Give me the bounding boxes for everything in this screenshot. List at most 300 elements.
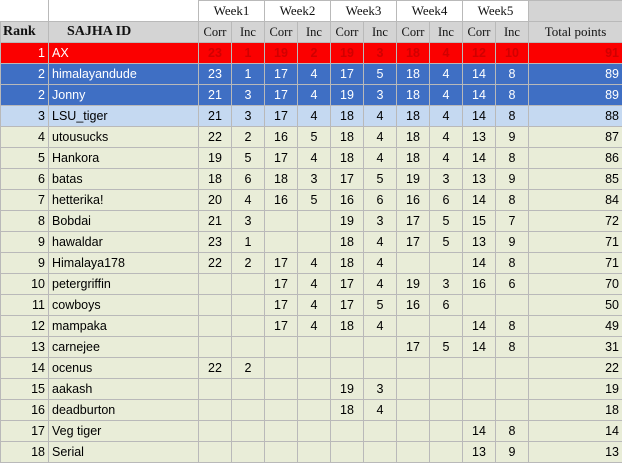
cell-total-points: 13	[529, 442, 622, 463]
cell-week1-corr: 23	[199, 232, 232, 253]
cell-week2-inc: 4	[298, 316, 331, 337]
cell-week2-corr	[265, 442, 298, 463]
cell-week5-inc	[496, 358, 529, 379]
cell-week3-corr: 16	[331, 190, 364, 211]
week-header-1: Week1	[199, 1, 265, 22]
cell-week5-corr: 14	[463, 85, 496, 106]
cell-week1-inc	[232, 421, 265, 442]
cell-week2-corr: 16	[265, 127, 298, 148]
cell-total-points: 22	[529, 358, 622, 379]
cell-sajha-id: batas	[49, 169, 199, 190]
cell-week5-inc: 8	[496, 85, 529, 106]
cell-week2-inc	[298, 442, 331, 463]
cell-rank: 15	[1, 379, 49, 400]
cell-week3-inc: 4	[364, 400, 397, 421]
header-w2-inc: Inc	[298, 22, 331, 43]
cell-sajha-id: Himalaya178	[49, 253, 199, 274]
cell-week5-inc: 8	[496, 337, 529, 358]
cell-week2-inc	[298, 400, 331, 421]
cell-week1-corr	[199, 337, 232, 358]
cell-week1-corr	[199, 400, 232, 421]
cell-sajha-id: utousucks	[49, 127, 199, 148]
cell-week5-corr	[463, 400, 496, 421]
cell-rank: 13	[1, 337, 49, 358]
cell-week1-inc: 1	[232, 232, 265, 253]
cell-week3-inc: 4	[364, 127, 397, 148]
cell-week5-inc: 9	[496, 127, 529, 148]
table-row	[1, 337, 622, 358]
cell-total-points: 49	[529, 316, 622, 337]
cell-week3-corr: 19	[331, 211, 364, 232]
cell-total-points: 50	[529, 295, 622, 316]
cell-week1-corr	[199, 295, 232, 316]
cell-week2-corr	[265, 421, 298, 442]
cell-week5-inc: 8	[496, 148, 529, 169]
cell-week1-corr: 21	[199, 106, 232, 127]
week-header-spacer-total	[529, 1, 622, 22]
cell-week4-inc	[430, 400, 463, 421]
cell-week5-inc: 8	[496, 253, 529, 274]
cell-week4-corr: 18	[397, 85, 430, 106]
cell-week2-inc: 4	[298, 85, 331, 106]
header-sajha-id: SAJHA ID	[49, 22, 199, 43]
cell-week2-corr: 17	[265, 64, 298, 85]
cell-week2-corr	[265, 337, 298, 358]
cell-week5-inc: 10	[496, 43, 529, 64]
table-row	[1, 127, 622, 148]
cell-week3-corr: 19	[331, 85, 364, 106]
cell-week1-corr	[199, 442, 232, 463]
cell-week1-inc: 6	[232, 169, 265, 190]
week-group-header-row	[1, 1, 622, 22]
cell-week2-corr	[265, 379, 298, 400]
cell-week1-inc: 3	[232, 85, 265, 106]
cell-total-points: 84	[529, 190, 622, 211]
cell-total-points: 71	[529, 232, 622, 253]
cell-week2-corr: 16	[265, 190, 298, 211]
cell-week3-inc: 4	[364, 106, 397, 127]
cell-week1-corr	[199, 379, 232, 400]
cell-week1-inc: 2	[232, 253, 265, 274]
cell-week3-inc: 4	[364, 316, 397, 337]
cell-week1-corr: 21	[199, 211, 232, 232]
week-header-3: Week3	[331, 1, 397, 22]
cell-week3-inc: 4	[364, 274, 397, 295]
cell-week4-corr: 16	[397, 190, 430, 211]
cell-week5-inc	[496, 400, 529, 421]
week-header-5: Week5	[463, 1, 529, 22]
cell-week4-inc: 4	[430, 85, 463, 106]
cell-week5-corr: 15	[463, 211, 496, 232]
cell-week2-inc: 5	[298, 127, 331, 148]
cell-week5-inc: 8	[496, 64, 529, 85]
week-header-4: Week4	[397, 1, 463, 22]
table-row	[1, 43, 622, 64]
cell-total-points: 89	[529, 85, 622, 106]
cell-week3-inc: 6	[364, 190, 397, 211]
cell-total-points: 31	[529, 337, 622, 358]
header-rank: Rank	[1, 22, 49, 43]
cell-sajha-id: himalayandude	[49, 64, 199, 85]
cell-week3-inc: 4	[364, 232, 397, 253]
cell-week5-corr: 13	[463, 169, 496, 190]
cell-rank: 12	[1, 316, 49, 337]
cell-week2-corr: 17	[265, 148, 298, 169]
cell-sajha-id: ocenus	[49, 358, 199, 379]
cell-sajha-id: carnejee	[49, 337, 199, 358]
cell-week1-corr: 23	[199, 43, 232, 64]
cell-week4-corr: 18	[397, 127, 430, 148]
cell-sajha-id: Bobdai	[49, 211, 199, 232]
cell-week1-inc	[232, 274, 265, 295]
cell-week4-inc: 4	[430, 106, 463, 127]
header-w4-inc: Inc	[430, 22, 463, 43]
cell-week1-corr: 18	[199, 169, 232, 190]
cell-sajha-id: Veg tiger	[49, 421, 199, 442]
table-row	[1, 211, 622, 232]
cell-week3-inc: 5	[364, 64, 397, 85]
cell-week2-corr: 17	[265, 274, 298, 295]
cell-week1-corr: 20	[199, 190, 232, 211]
cell-week2-inc: 2	[298, 43, 331, 64]
cell-week1-corr: 22	[199, 253, 232, 274]
cell-total-points: 87	[529, 127, 622, 148]
cell-total-points: 71	[529, 253, 622, 274]
cell-week3-corr: 18	[331, 400, 364, 421]
cell-week1-inc	[232, 442, 265, 463]
cell-week2-inc	[298, 337, 331, 358]
cell-week4-inc	[430, 421, 463, 442]
cell-week4-inc	[430, 253, 463, 274]
header-w4-corr: Corr	[397, 22, 430, 43]
table-row	[1, 106, 622, 127]
table-row	[1, 316, 622, 337]
cell-week3-inc: 5	[364, 169, 397, 190]
cell-week2-corr	[265, 232, 298, 253]
cell-week5-corr: 14	[463, 421, 496, 442]
cell-week4-inc: 5	[430, 232, 463, 253]
cell-sajha-id: Jonny	[49, 85, 199, 106]
cell-week2-inc: 4	[298, 253, 331, 274]
table-row	[1, 169, 622, 190]
cell-week4-corr	[397, 421, 430, 442]
table-row	[1, 274, 622, 295]
cell-week4-corr	[397, 316, 430, 337]
cell-week1-corr: 22	[199, 127, 232, 148]
cell-week5-corr	[463, 295, 496, 316]
cell-week1-corr: 19	[199, 148, 232, 169]
cell-week3-corr: 17	[331, 169, 364, 190]
cell-week5-inc: 9	[496, 169, 529, 190]
cell-rank: 6	[1, 169, 49, 190]
cell-week3-inc	[364, 337, 397, 358]
cell-week1-inc	[232, 316, 265, 337]
cell-sajha-id: deadburton	[49, 400, 199, 421]
cell-week1-inc	[232, 379, 265, 400]
cell-week2-corr: 17	[265, 316, 298, 337]
cell-week3-inc: 4	[364, 148, 397, 169]
cell-week5-corr: 13	[463, 442, 496, 463]
cell-week2-inc: 5	[298, 190, 331, 211]
cell-total-points: 72	[529, 211, 622, 232]
cell-rank: 17	[1, 421, 49, 442]
cell-week2-inc: 4	[298, 64, 331, 85]
cell-week5-corr: 14	[463, 148, 496, 169]
cell-week3-inc: 3	[364, 211, 397, 232]
cell-week5-corr	[463, 358, 496, 379]
cell-week4-inc: 6	[430, 295, 463, 316]
cell-week4-inc: 3	[430, 274, 463, 295]
table-row	[1, 148, 622, 169]
cell-week2-inc: 3	[298, 169, 331, 190]
cell-week4-corr: 18	[397, 64, 430, 85]
cell-total-points: 86	[529, 148, 622, 169]
cell-sajha-id: mampaka	[49, 316, 199, 337]
table-row	[1, 295, 622, 316]
cell-week4-inc	[430, 442, 463, 463]
cell-week3-corr	[331, 421, 364, 442]
cell-week1-inc: 5	[232, 148, 265, 169]
table-row	[1, 400, 622, 421]
cell-sajha-id: LSU_tiger	[49, 106, 199, 127]
cell-rank: 9	[1, 232, 49, 253]
cell-week1-inc: 3	[232, 106, 265, 127]
cell-week4-inc: 4	[430, 127, 463, 148]
cell-week1-inc: 4	[232, 190, 265, 211]
table-row	[1, 232, 622, 253]
cell-total-points: 85	[529, 169, 622, 190]
table-row	[1, 253, 622, 274]
cell-week4-corr: 17	[397, 232, 430, 253]
cell-rank: 18	[1, 442, 49, 463]
cell-rank: 2	[1, 64, 49, 85]
cell-week3-corr	[331, 358, 364, 379]
cell-week4-inc: 5	[430, 337, 463, 358]
cell-sajha-id: hawaldar	[49, 232, 199, 253]
cell-week1-inc: 1	[232, 43, 265, 64]
cell-week4-corr	[397, 358, 430, 379]
cell-week3-corr: 18	[331, 148, 364, 169]
cell-week5-inc: 8	[496, 421, 529, 442]
cell-week5-corr: 12	[463, 43, 496, 64]
cell-week1-inc	[232, 400, 265, 421]
cell-week2-corr: 17	[265, 295, 298, 316]
cell-week4-corr: 19	[397, 169, 430, 190]
cell-week2-corr	[265, 400, 298, 421]
table-row	[1, 379, 622, 400]
cell-week5-corr: 14	[463, 190, 496, 211]
cell-week4-inc: 6	[430, 190, 463, 211]
cell-week2-inc: 4	[298, 295, 331, 316]
cell-week4-corr: 17	[397, 337, 430, 358]
cell-total-points: 70	[529, 274, 622, 295]
column-header-row	[1, 22, 622, 43]
cell-rank: 14	[1, 358, 49, 379]
cell-week5-inc: 8	[496, 106, 529, 127]
cell-sajha-id: cowboys	[49, 295, 199, 316]
cell-week4-corr: 19	[397, 274, 430, 295]
cell-week4-corr	[397, 400, 430, 421]
cell-week4-inc: 3	[430, 169, 463, 190]
cell-week1-inc: 3	[232, 211, 265, 232]
cell-week5-inc: 7	[496, 211, 529, 232]
cell-week4-inc	[430, 358, 463, 379]
cell-week4-corr: 17	[397, 211, 430, 232]
cell-week4-inc: 4	[430, 43, 463, 64]
cell-week2-corr: 17	[265, 106, 298, 127]
week-header-spacer-name	[49, 1, 199, 22]
cell-week4-corr	[397, 379, 430, 400]
cell-week1-inc: 1	[232, 64, 265, 85]
cell-total-points: 14	[529, 421, 622, 442]
table-row	[1, 85, 622, 106]
cell-week2-corr: 17	[265, 253, 298, 274]
cell-week2-inc: 4	[298, 148, 331, 169]
week-header-2: Week2	[265, 1, 331, 22]
cell-week3-inc: 3	[364, 85, 397, 106]
cell-sajha-id: petergriffin	[49, 274, 199, 295]
cell-week5-inc: 9	[496, 232, 529, 253]
cell-week4-corr	[397, 442, 430, 463]
header-w3-corr: Corr	[331, 22, 364, 43]
header-total-points: Total points	[529, 22, 622, 43]
table-row	[1, 190, 622, 211]
cell-rank: 3	[1, 106, 49, 127]
cell-week5-inc	[496, 379, 529, 400]
cell-week5-corr: 13	[463, 127, 496, 148]
cell-week3-inc: 3	[364, 43, 397, 64]
cell-sajha-id: aakash	[49, 379, 199, 400]
cell-total-points: 91	[529, 43, 622, 64]
cell-week2-corr: 19	[265, 43, 298, 64]
cell-week1-corr: 22	[199, 358, 232, 379]
cell-week3-inc: 3	[364, 379, 397, 400]
cell-rank: 9	[1, 253, 49, 274]
cell-week2-inc: 4	[298, 106, 331, 127]
cell-week4-corr: 16	[397, 295, 430, 316]
cell-week2-inc	[298, 358, 331, 379]
cell-week3-corr: 17	[331, 295, 364, 316]
cell-week3-corr: 17	[331, 274, 364, 295]
cell-week1-inc	[232, 295, 265, 316]
cell-week5-corr: 14	[463, 316, 496, 337]
cell-week5-inc	[496, 295, 529, 316]
cell-rank: 10	[1, 274, 49, 295]
cell-week5-corr: 14	[463, 253, 496, 274]
cell-week4-inc: 4	[430, 64, 463, 85]
cell-rank: 5	[1, 148, 49, 169]
cell-week1-inc: 2	[232, 127, 265, 148]
cell-week4-inc: 4	[430, 148, 463, 169]
cell-week1-corr: 21	[199, 85, 232, 106]
cell-total-points: 19	[529, 379, 622, 400]
header-w5-corr: Corr	[463, 22, 496, 43]
cell-week5-inc: 8	[496, 190, 529, 211]
cell-week3-corr	[331, 337, 364, 358]
cell-week1-inc	[232, 337, 265, 358]
cell-rank: 2	[1, 85, 49, 106]
cell-rank: 11	[1, 295, 49, 316]
cell-rank: 16	[1, 400, 49, 421]
header-w1-inc: Inc	[232, 22, 265, 43]
cell-week5-corr: 13	[463, 232, 496, 253]
table-row	[1, 442, 622, 463]
cell-week5-corr	[463, 379, 496, 400]
cell-week4-inc	[430, 379, 463, 400]
cell-week3-inc: 4	[364, 253, 397, 274]
cell-week4-corr: 18	[397, 148, 430, 169]
cell-week3-corr: 18	[331, 253, 364, 274]
cell-week1-corr: 23	[199, 64, 232, 85]
cell-week2-corr: 18	[265, 169, 298, 190]
cell-week5-inc: 6	[496, 274, 529, 295]
cell-week3-corr: 17	[331, 64, 364, 85]
header-w1-corr: Corr	[199, 22, 232, 43]
cell-week5-corr: 16	[463, 274, 496, 295]
cell-week4-corr: 18	[397, 106, 430, 127]
cell-week5-corr: 14	[463, 337, 496, 358]
cell-week3-corr: 19	[331, 379, 364, 400]
cell-week5-corr: 14	[463, 64, 496, 85]
cell-week3-corr: 18	[331, 106, 364, 127]
week-header-spacer-rank	[1, 1, 49, 22]
cell-week1-corr	[199, 274, 232, 295]
cell-week2-inc	[298, 211, 331, 232]
cell-week5-inc: 8	[496, 316, 529, 337]
cell-week5-corr: 14	[463, 106, 496, 127]
cell-week2-corr	[265, 358, 298, 379]
cell-week3-corr: 18	[331, 316, 364, 337]
header-w3-inc: Inc	[364, 22, 397, 43]
cell-week2-inc	[298, 379, 331, 400]
cell-week3-inc	[364, 442, 397, 463]
cell-week2-corr	[265, 211, 298, 232]
table-row	[1, 358, 622, 379]
cell-week3-corr: 18	[331, 232, 364, 253]
cell-week1-corr	[199, 316, 232, 337]
cell-week2-inc	[298, 421, 331, 442]
cell-rank: 7	[1, 190, 49, 211]
cell-week3-inc	[364, 358, 397, 379]
table-row	[1, 64, 622, 85]
cell-sajha-id: hetterika!	[49, 190, 199, 211]
cell-week1-inc: 2	[232, 358, 265, 379]
cell-week4-corr: 18	[397, 43, 430, 64]
cell-sajha-id: Serial	[49, 442, 199, 463]
cell-week4-corr	[397, 253, 430, 274]
cell-week2-inc: 4	[298, 274, 331, 295]
cell-week3-inc	[364, 421, 397, 442]
cell-sajha-id: AX	[49, 43, 199, 64]
cell-week4-inc	[430, 316, 463, 337]
header-w5-inc: Inc	[496, 22, 529, 43]
header-w2-corr: Corr	[265, 22, 298, 43]
cell-week4-inc: 5	[430, 211, 463, 232]
cell-week2-inc	[298, 232, 331, 253]
cell-week2-corr: 17	[265, 85, 298, 106]
cell-week1-corr	[199, 421, 232, 442]
cell-rank: 4	[1, 127, 49, 148]
cell-week3-corr: 19	[331, 43, 364, 64]
table-row	[1, 421, 622, 442]
cell-total-points: 18	[529, 400, 622, 421]
cell-week5-inc: 9	[496, 442, 529, 463]
cell-rank: 8	[1, 211, 49, 232]
cell-week3-corr: 18	[331, 127, 364, 148]
cell-week3-corr	[331, 442, 364, 463]
cell-total-points: 88	[529, 106, 622, 127]
cell-rank: 1	[1, 43, 49, 64]
